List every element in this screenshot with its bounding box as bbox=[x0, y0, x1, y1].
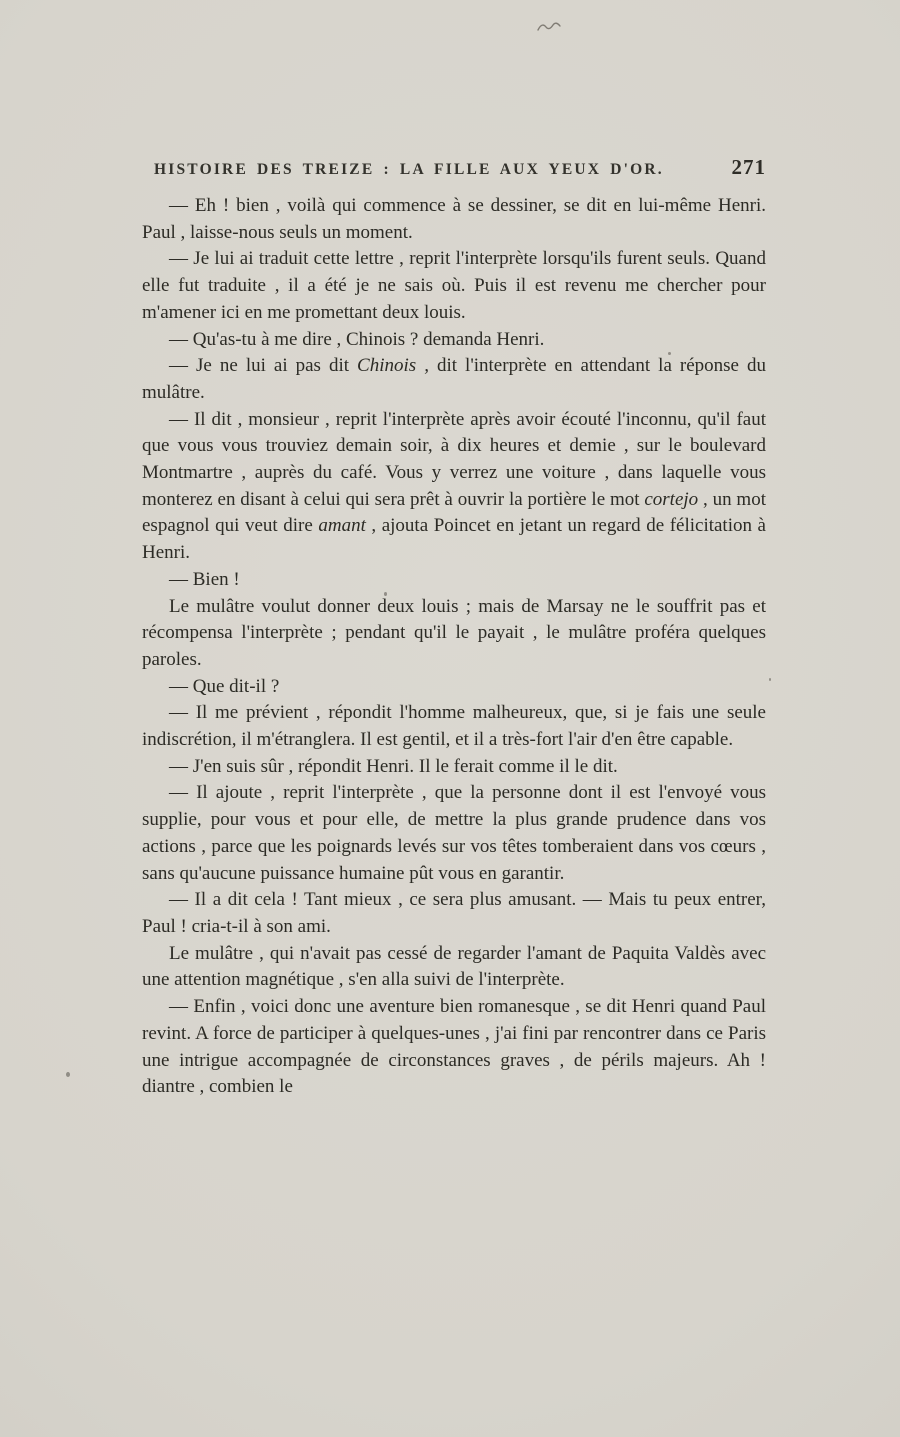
page-content bbox=[142, 155, 766, 1101]
italic-text: cortejo bbox=[644, 488, 699, 510]
italic-text: Chinois , bbox=[357, 355, 429, 377]
paragraph bbox=[142, 567, 766, 594]
text-run: — Enfin , voici donc une aventure bien romanesque , se dit Henri quand Paul revint. A force de participer à quelques-unes , j'ai fini par rencontrer dans ce Paris une intrigue accompagnée de circonstances graves , de périls majeurs. Ah ! diantre , combien le bbox=[142, 996, 766, 1098]
text-run: — Que dit-il ? bbox=[169, 675, 280, 697]
italic-text: amant bbox=[318, 515, 366, 537]
text-run: — J'en suis sûr , répondit Henri. Il le ferait comme il le dit. bbox=[169, 755, 618, 777]
text-run: — Je lui ai traduit cette lettre , reprit l'interprète lorsqu'ils furent seuls. Quand elle fut traduite , il a été je ne sais où. Puis il est revenu me chercher pour m'amener ici en me promettant deux louis. bbox=[142, 248, 766, 323]
text-run: dit l'interprète en attendant la réponse du mulâtre. bbox=[142, 355, 767, 403]
paragraph bbox=[142, 941, 766, 994]
text-run: , un mot espagnol qui veut dire bbox=[142, 488, 766, 537]
text-run: — Il a dit cela ! Tant mieux , ce sera plus amusant. — Mais tu peux entrer, Paul ! cria-t-il à son ami. bbox=[142, 889, 766, 937]
running-head bbox=[154, 155, 766, 180]
paragraph bbox=[142, 674, 766, 701]
text-run: — Qu'as-tu à me dire , Chinois ? demanda Henri. bbox=[169, 328, 545, 350]
scan-speck bbox=[66, 1072, 70, 1077]
pencil-mark bbox=[536, 20, 562, 36]
text-run: , ajouta Poincet en jetant un regard de félicitation à Henri. bbox=[142, 515, 766, 564]
text-run: — Il dit , monsieur , reprit l'interprète après avoir écouté l'inconnu, qu'il faut que vous vous trouviez demain soir, à dix heures et demie , sur le boulevard Montmartre , auprès du café. Vous y verrez une voiture , dans laquelle vous monterez en disant à celui qui sera prêt à ouvrir la portière le mot bbox=[142, 408, 766, 510]
text-run: — Je ne lui ai pas dit bbox=[169, 355, 358, 377]
paragraph bbox=[142, 754, 766, 781]
text-run: — Il me prévient , répondit l'homme malheureux, que, si je fais une seule indiscrétion, il m'étranglera. Il est gentil, et il a très-fort l'air d'en être capable. bbox=[142, 702, 766, 751]
text-block bbox=[142, 193, 766, 1101]
paragraph bbox=[142, 353, 766, 406]
text-run: Le mulâtre , qui n'avait pas cessé de regarder l'amant de Paquita Valdès avec une attention magnétique , s'en alla suivi de l'interprète. bbox=[142, 942, 766, 991]
paragraph bbox=[142, 994, 766, 1101]
paragraph bbox=[142, 594, 766, 674]
paragraph bbox=[142, 327, 766, 354]
running-title: HISTOIRE DES TREIZE : LA FILLE AUX YEUX D'OR. bbox=[154, 161, 664, 178]
text-run: — Il ajoute , reprit l'interprète , que la personne dont il est l'envoyé vous supplie, pour vous et pour elle, de mettre la plus grande prudence dans vos actions , parce que les poignards levés sur vos têtes tomberaient dans vos cœurs , sans qu'aucune puissance humaine pût vous en garantir. bbox=[142, 782, 766, 884]
paragraph bbox=[142, 193, 766, 246]
paragraph bbox=[142, 700, 766, 753]
paragraph bbox=[142, 246, 766, 326]
paragraph bbox=[142, 887, 766, 940]
text-run: — Eh ! bien , voilà qui commence à se dessiner, se dit en lui-même Henri. Paul , laisse-nous seuls un moment. bbox=[142, 195, 766, 243]
page-number: 271 bbox=[731, 155, 766, 179]
paragraph bbox=[142, 780, 766, 887]
text-run: Le mulâtre voulut donner deux louis ; mais de Marsay ne le souffrit pas et récompensa l'interprète ; pendant qu'il le payait , le mulâtre proféra quelques paroles. bbox=[142, 595, 766, 670]
text-run: — Bien ! bbox=[169, 568, 240, 590]
paragraph bbox=[142, 407, 766, 567]
scan-speck bbox=[769, 678, 771, 681]
